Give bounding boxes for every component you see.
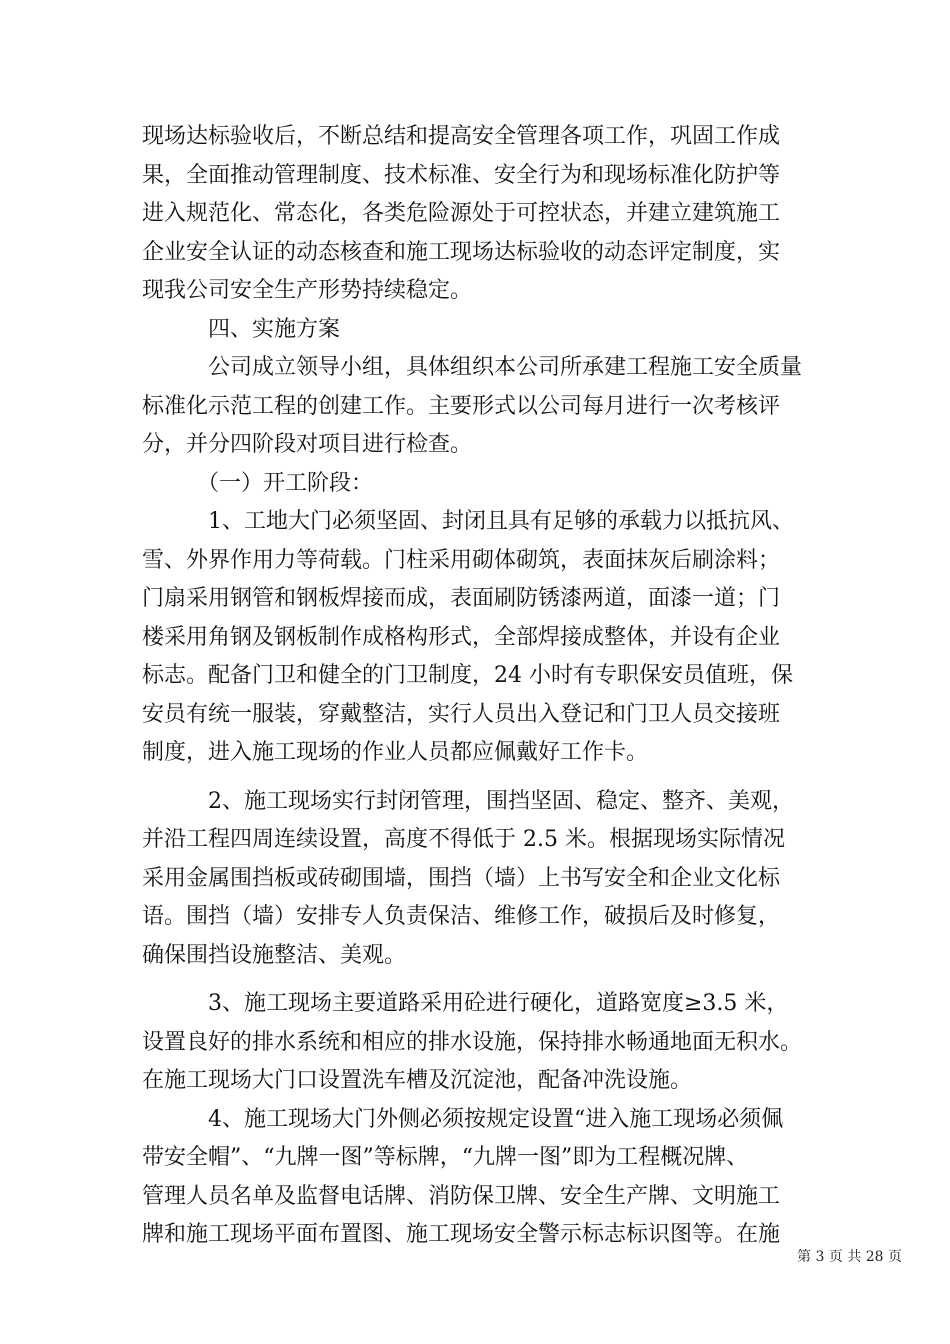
text-line: 公司成立领导小组，具体组织本公司所承建工程施工安全质量 (142, 355, 803, 380)
text-line: 分，并分四阶段对项目进行检查。 (142, 432, 473, 457)
subsection-heading: （一）开工阶段： (142, 470, 374, 496)
text-line: 牌和施工现场平面布置图、施工现场安全警示标志标识图等。在施 (142, 1222, 781, 1247)
text-line: 门扇采用钢管和钢板焊接而成，表面刷防锈漆两道，面漆一道；门 (142, 586, 781, 611)
section-heading: 四、实施方案 (142, 316, 341, 342)
text-line: 企业安全认证的动态核查和施工现场达标验收的动态评定制度，实 (142, 239, 781, 265)
text-line: 制度，进入施工现场的作业人员都应佩戴好工作卡。 (142, 740, 649, 765)
page-number: 第 3 页 共 28 页 (797, 1249, 902, 1265)
text-line: 果，全面推动管理制度、技术标准、安全行为和现场标准化防护等 (142, 162, 781, 188)
text-line: 采用金属围挡板或砖砌围墙，围挡（墙）上书写安全和企业文化标 (142, 865, 781, 891)
text-line: 3、施工现场主要道路采用砼进行硬化，道路宽度≥3.5 米， (142, 991, 789, 1016)
text-line: 楼采用角钢及钢板制作成格构形式，全部焊接成整体，并设有企业 (142, 624, 781, 650)
text-line: 1、工地大门必须坚固、封闭且具有足够的承载力以抵抗风、 (142, 509, 794, 534)
text-line: 标志。配备门卫和健全的门卫制度，24 小时有专职保安员值班，保 (142, 663, 793, 688)
text-line: 带安全帽”、“九牌一图”等标牌，“九牌一图”即为工程概况牌、 (142, 1145, 749, 1170)
text-line: 在施工现场大门口设置洗车槽及沉淀池，配备冲洗设施。 (142, 1068, 693, 1093)
document-body (142, 118, 832, 1255)
text-line: 2、施工现场实行封闭管理，围挡坚固、稳定、整齐、美观， (142, 788, 794, 814)
text-line: 安员有统一服装，穿戴整洁，实行人员出入登记和门卫人员交接班 (142, 701, 781, 727)
text-line: 标准化示范工程的创建工作。主要形式以公司每月进行一次考核评 (142, 393, 781, 419)
text-line: 4、施工现场大门外侧必须按规定设置“进入施工现场必须佩 (142, 1106, 784, 1132)
text-line: 现场达标验收后，不断总结和提高安全管理各项工作，巩固工作成 (142, 124, 781, 149)
text-line: 确保围挡设施整洁、美观。 (142, 942, 407, 968)
text-line: 语。围挡（墙）安排专人负责保洁、维修工作，破损后及时修复， (142, 904, 781, 929)
text-line: 现我公司安全生产形势持续稳定。 (142, 278, 473, 303)
text-line: 并沿工程四周连续设置，高度不得低于 2.5 米。根据现场实际情况 (142, 827, 785, 852)
text-line: 雪、外界作用力等荷载。门柱采用砌体砌筑，表面抹灰后刷涂料； (142, 547, 781, 573)
text-line: 进入规范化、常态化，各类危险源处于可控状态，并建立建筑施工 (142, 201, 781, 226)
text-line: 管理人员名单及监督电话牌、消防保卫牌、安全生产牌、文明施工 (142, 1183, 781, 1209)
text-line: 设置良好的排水系统和相应的排水设施，保持排水畅通地面无积水。 (142, 1029, 803, 1055)
